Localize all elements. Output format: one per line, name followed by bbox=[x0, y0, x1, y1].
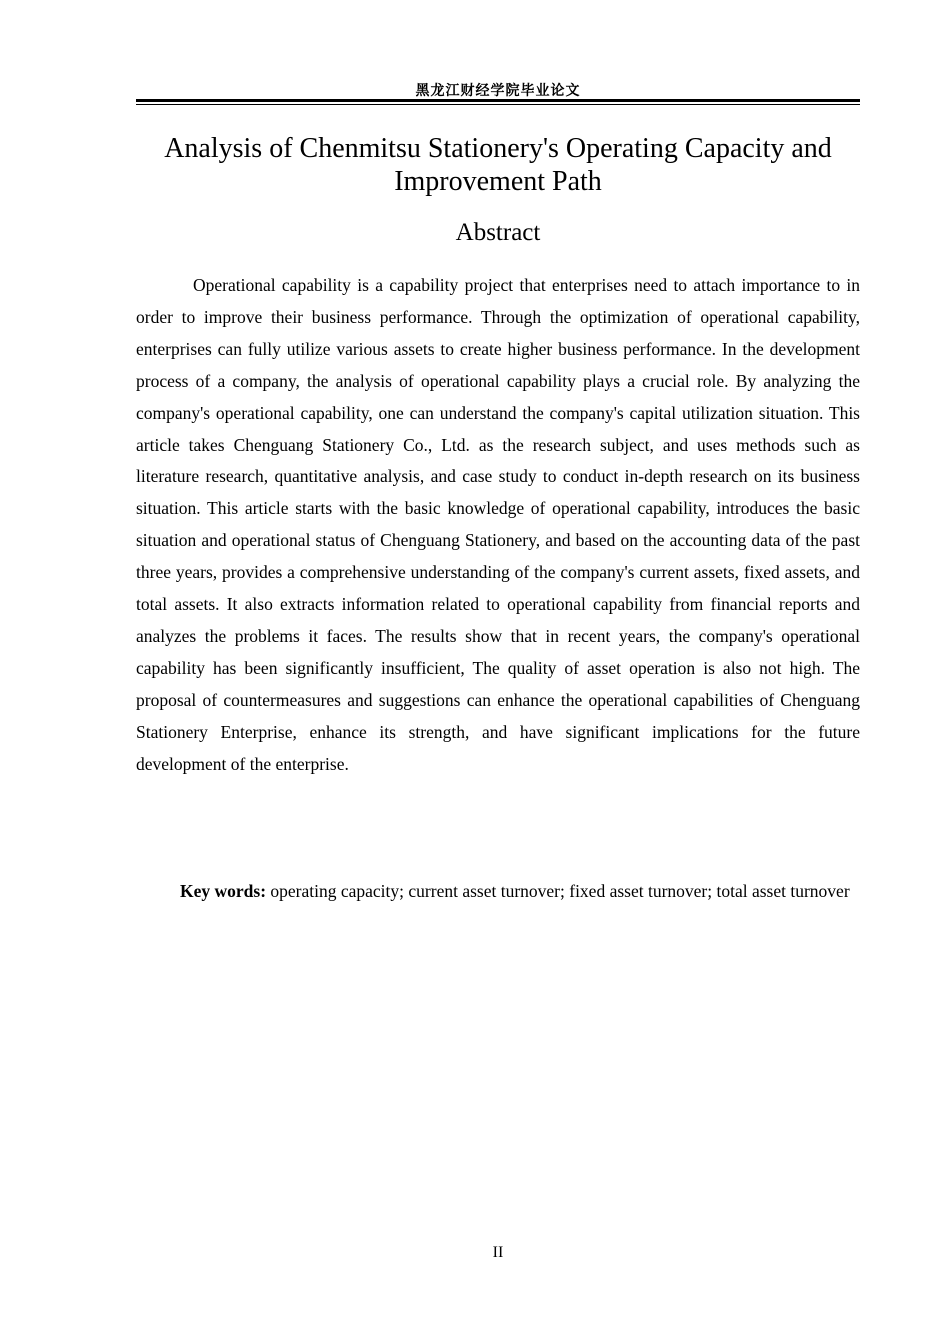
abstract-heading: Abstract bbox=[455, 219, 541, 246]
keywords-label: Key words: bbox=[180, 881, 267, 901]
paper-title: Analysis of Chenmitsu Stationery's Operating Capacity and Improvement Path bbox=[164, 133, 832, 197]
header-double-rule bbox=[136, 99, 860, 105]
running-header: 黑龙江财经学院毕业论文 bbox=[415, 83, 581, 99]
page-number: II bbox=[492, 1244, 504, 1261]
keywords-text: operating capacity; current asset turnover; fixed asset turnover; total asset turnover bbox=[266, 881, 850, 901]
keywords-paragraph bbox=[136, 876, 860, 908]
abstract-body: Operational capability is a capability project that enterprises need to attach importance to in order to improve their business performance. Through the optimization of operational capability, enterprises can fully utilize various assets to create higher business performance. In the development process of a company, the analysis of operational capability plays a crucial role. By analyzing the company's operational capability, one can understand the company's capital utilization situation. This article takes Chenguang Stationery Co., Ltd. as the research subject, and uses methods such as literature research, quantitative analysis, and case study to conduct in-depth research on its business situation. This article starts with the basic knowledge of operational capability, introduces the basic situation and operational status of Chenguang Stationery, and based on the accounting data of the past three years, provides a comprehensive understanding of the company's current assets, fixed assets, and total assets. It also extracts information related to operational capability from financial reports and analyzes the problems it faces. The results show that in recent years, the company's operational capability has been significantly insufficient, The quality of asset operation is also not high. The proposal of countermeasures and suggestions can enhance the operational capabilities of Chenguang Stationery Enterprise, enhance its strength, and have significant implications for the future development of the enterprise. bbox=[136, 275, 860, 774]
